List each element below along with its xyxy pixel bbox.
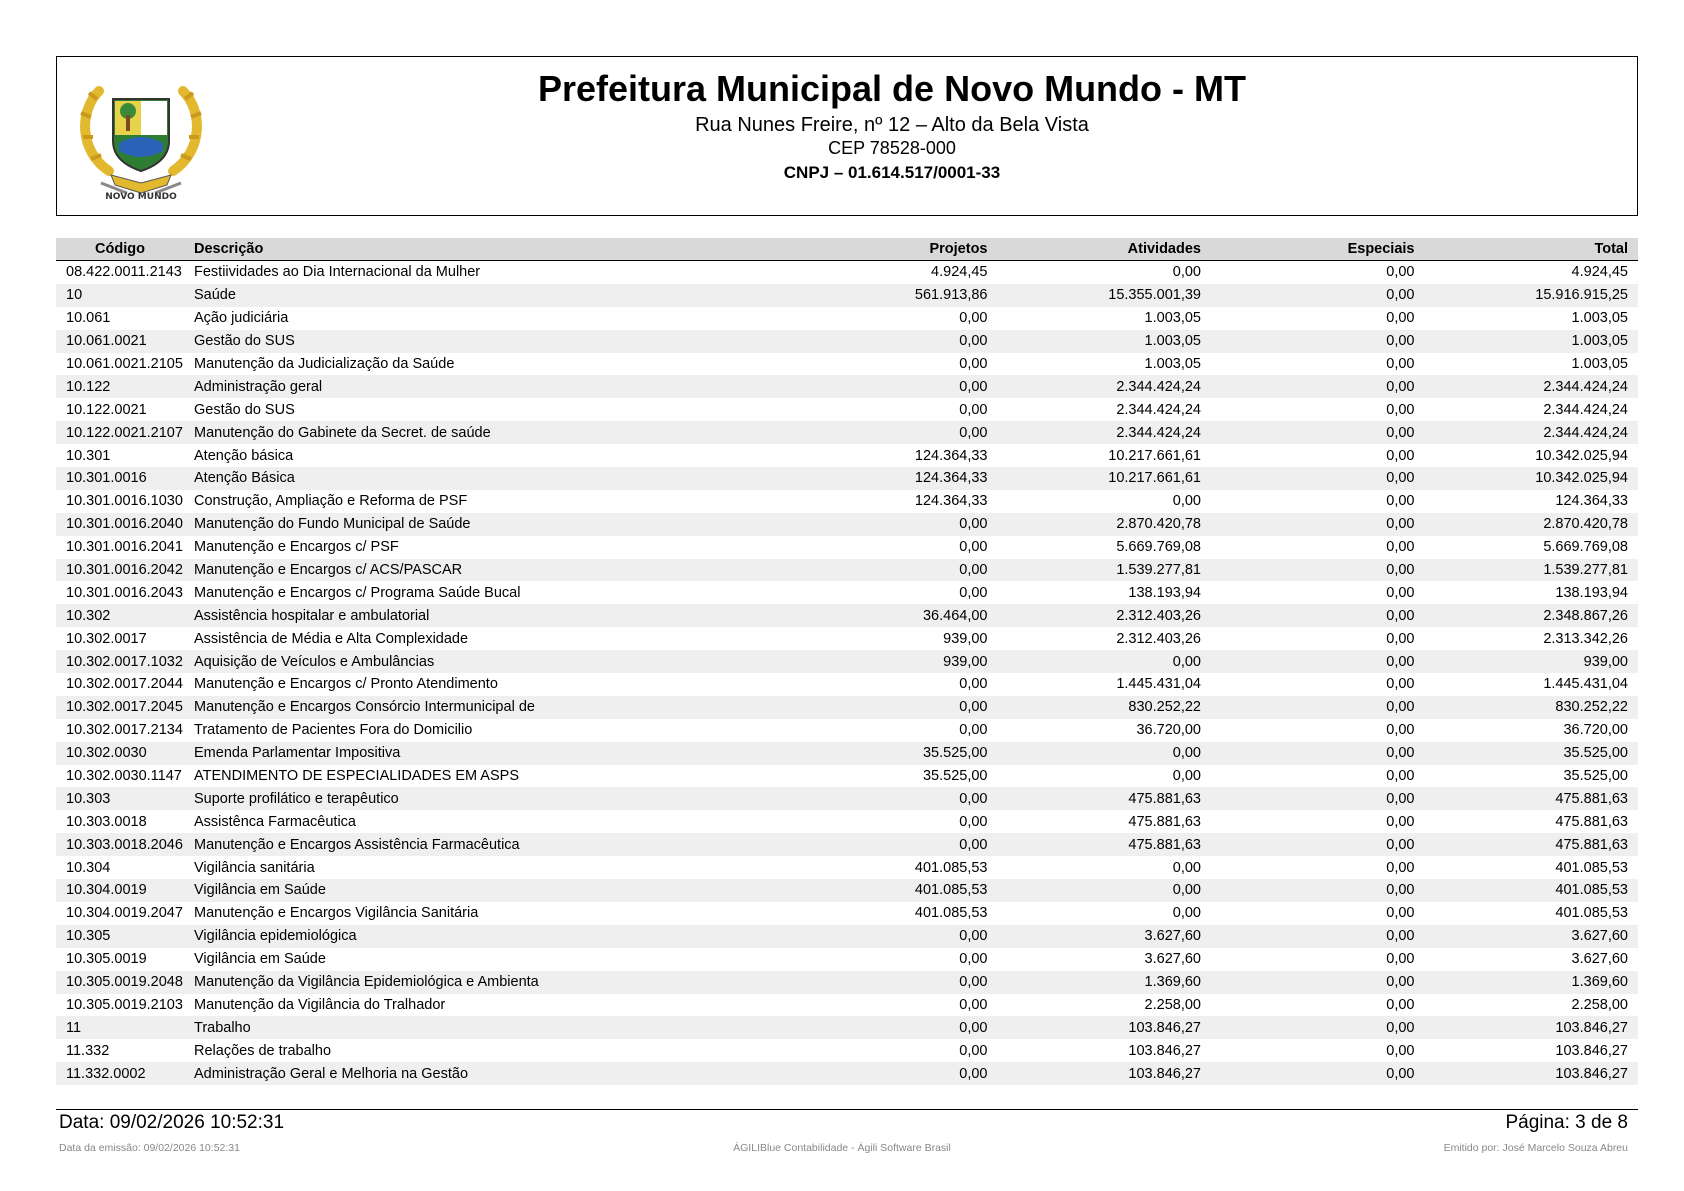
cell-especiais: 0,00 <box>1386 539 1415 556</box>
cell-projetos: 0,00 <box>959 356 988 372</box>
cell-codigo: 10.305.0019.2103 <box>66 996 183 1013</box>
cell-atividades: 0,00 <box>1172 905 1201 922</box>
cell-especiais: 0,00 <box>1386 951 1415 968</box>
column-header-codigo: Código <box>56 238 184 261</box>
cell-total: 475.881,63 <box>1425 833 1639 856</box>
cell-codigo: 10.301.0016.2042 <box>56 559 184 582</box>
cell-atividades: 2.870.420,78 <box>998 513 1212 536</box>
cell-projetos: 0,00 <box>959 996 988 1013</box>
table-row <box>56 284 1638 307</box>
report-header <box>56 56 1638 216</box>
cell-descricao: Ação judiciária <box>194 310 289 327</box>
cell-projetos: 0,00 <box>959 951 988 968</box>
cell-projetos: 0,00 <box>784 696 998 719</box>
cell-projetos: 401.085,53 <box>784 879 998 902</box>
cell-projetos: 0,00 <box>959 676 988 693</box>
table-row <box>56 856 1638 879</box>
cell-codigo: 10.301.0016.1030 <box>66 493 183 510</box>
table-row <box>56 879 1638 902</box>
cell-atividades: 0,00 <box>1172 493 1201 510</box>
table-row <box>56 650 1638 673</box>
table-row <box>56 971 1638 994</box>
cell-projetos: 0,00 <box>959 813 988 830</box>
cell-especiais: 0,00 <box>1386 722 1415 739</box>
column-header-projetos: Projetos <box>784 238 998 261</box>
cell-projetos: 0,00 <box>784 787 998 810</box>
cell-descricao: Manutenção e Encargos Consórcio Intermunicipal de <box>184 696 784 719</box>
cell-projetos: 0,00 <box>784 330 998 353</box>
cell-codigo: 10.301.0016.2043 <box>66 584 183 601</box>
cell-codigo: 10.302.0030.1147 <box>66 768 182 785</box>
cell-total: 830.252,22 <box>1425 696 1639 719</box>
cell-codigo: 10.122 <box>56 375 184 398</box>
cell-total: 401.085,53 <box>1555 859 1628 876</box>
cell-codigo: 10.301.0016 <box>56 467 184 490</box>
cell-total: 15.916.915,25 <box>1425 284 1639 307</box>
cell-projetos: 0,00 <box>784 559 998 582</box>
cell-total: 401.085,53 <box>1555 905 1628 922</box>
cell-total: 2.870.420,78 <box>1425 513 1639 536</box>
cell-especiais: 0,00 <box>1386 447 1415 464</box>
cell-codigo: 10.304 <box>66 859 111 876</box>
cell-total: 138.193,94 <box>1555 584 1628 601</box>
cell-codigo: 10.303.0018.2046 <box>56 833 184 856</box>
cell-especiais: 0,00 <box>1386 401 1415 418</box>
cell-especiais: 0,00 <box>1386 996 1415 1013</box>
cell-descricao: Atenção Básica <box>184 467 784 490</box>
cell-projetos: 0,00 <box>959 584 988 601</box>
cell-atividades: 0,00 <box>1172 264 1201 281</box>
cell-especiais: 0,00 <box>1211 1016 1425 1039</box>
cell-descricao: Manutenção e Encargos c/ Programa Saúde Bucal <box>194 584 521 601</box>
cell-total: 35.525,00 <box>1425 742 1639 765</box>
cell-total: 1.003,05 <box>1571 356 1628 372</box>
cell-especiais: 0,00 <box>1211 742 1425 765</box>
cell-atividades: 475.881,63 <box>998 833 1212 856</box>
cell-codigo: 08.422.0011.2143 <box>66 264 182 281</box>
footer-divider <box>56 1109 1638 1110</box>
column-header-atividades: Atividades <box>998 238 1212 261</box>
table-row <box>56 1039 1638 1062</box>
cell-especiais: 0,00 <box>1386 356 1415 372</box>
cell-total: 2.344.424,24 <box>1543 401 1628 418</box>
cell-atividades: 5.669.769,08 <box>1116 539 1201 556</box>
table-row <box>56 353 1638 376</box>
cell-projetos: 0,00 <box>784 1016 998 1039</box>
table-row <box>56 948 1638 971</box>
cell-codigo: 10.302.0017.2134 <box>66 722 183 739</box>
cell-atividades: 15.355.001,39 <box>998 284 1212 307</box>
table-row <box>56 581 1638 604</box>
footer-date: Data: 09/02/2026 10:52:31 <box>59 1112 285 1133</box>
table-header-row <box>56 238 1638 261</box>
cell-especiais: 0,00 <box>1211 1062 1425 1085</box>
cell-projetos: 401.085,53 <box>914 859 988 876</box>
table-row <box>56 1016 1638 1039</box>
cell-especiais: 0,00 <box>1211 375 1425 398</box>
cell-total: 10.342.025,94 <box>1425 467 1639 490</box>
table-row <box>56 902 1638 925</box>
cell-descricao: Construção, Ampliação e Reforma de PSF <box>194 493 468 510</box>
table-row <box>56 467 1638 490</box>
cell-total: 475.881,63 <box>1555 813 1628 830</box>
cell-total: 2.348.867,26 <box>1425 604 1639 627</box>
cell-total: 103.846,27 <box>1425 1062 1639 1085</box>
cell-descricao: Vigilância em Saúde <box>194 951 326 968</box>
cell-projetos: 124.364,33 <box>914 493 988 510</box>
cell-descricao: Manutenção do Fundo Municipal de Saúde <box>184 513 784 536</box>
cell-descricao: Administração Geral e Melhoria na Gestão <box>184 1062 784 1085</box>
cell-descricao: Manutenção e Encargos c/ ACS/PASCAR <box>184 559 784 582</box>
cell-projetos: 0,00 <box>784 513 998 536</box>
table-row <box>56 261 1638 284</box>
table-row <box>56 994 1638 1017</box>
cell-especiais: 0,00 <box>1386 1042 1415 1059</box>
cell-descricao: Assistênca Farmacêutica <box>194 813 356 830</box>
cell-projetos: 0,00 <box>959 722 988 739</box>
cell-codigo: 10.303 <box>56 787 184 810</box>
cell-projetos: 0,00 <box>959 539 988 556</box>
cell-atividades: 3.627,60 <box>1144 951 1201 968</box>
cell-especiais: 0,00 <box>1211 879 1425 902</box>
cell-atividades: 1.445.431,04 <box>1116 676 1201 693</box>
cell-projetos: 0,00 <box>784 1062 998 1085</box>
cell-descricao: Manutenção do Gabinete da Secret. de saúde <box>184 421 784 444</box>
cell-especiais: 0,00 <box>1211 284 1425 307</box>
cell-projetos: 0,00 <box>784 421 998 444</box>
cell-atividades: 138.193,94 <box>1128 584 1201 601</box>
cell-codigo: 10.061 <box>66 310 111 327</box>
cnpj: CNPJ – 01.614.517/0001-33 <box>783 163 1001 182</box>
cell-descricao: Vigilância em Saúde <box>184 879 784 902</box>
cell-total: 2.313.342,26 <box>1543 630 1628 647</box>
budget-table <box>56 238 1638 1085</box>
cell-atividades: 10.217.661,61 <box>1108 447 1201 464</box>
cell-atividades: 103.846,27 <box>998 1062 1212 1085</box>
cell-total: 35.525,00 <box>1563 768 1628 785</box>
table-row <box>56 765 1638 788</box>
cell-descricao: Vigilância epidemiológica <box>184 925 784 948</box>
cell-atividades: 475.881,63 <box>1128 813 1201 830</box>
cell-atividades: 1.003,05 <box>1144 356 1201 372</box>
table-row <box>56 719 1638 742</box>
cell-descricao: Manutenção da Vigilância do Tralhador <box>194 996 446 1013</box>
column-header-descricao: Descrição <box>184 238 784 261</box>
cell-total: 4.924,45 <box>1571 264 1628 281</box>
cell-atividades: 2.344.424,24 <box>1116 401 1201 418</box>
cell-descricao: Gestão do SUS <box>184 330 784 353</box>
cell-projetos: 0,00 <box>784 925 998 948</box>
cell-projetos: 0,00 <box>784 833 998 856</box>
cell-projetos: 35.525,00 <box>922 768 988 785</box>
cell-projetos: 124.364,33 <box>914 447 988 464</box>
cell-atividades: 0,00 <box>1172 768 1201 785</box>
table-row <box>56 421 1638 444</box>
cell-codigo: 10.304.0019 <box>56 879 184 902</box>
column-header-total: Total <box>1425 238 1639 261</box>
cell-especiais: 0,00 <box>1386 905 1415 922</box>
cell-atividades: 0,00 <box>1172 859 1201 876</box>
table-row <box>56 444 1638 467</box>
cell-descricao: Relações de trabalho <box>194 1042 332 1059</box>
cell-codigo: 10.301.0016.2041 <box>66 539 183 556</box>
cell-descricao: Manutenção da Vigilância Epidemiológica e Ambienta <box>184 971 784 994</box>
cell-total: 5.669.769,08 <box>1543 539 1628 556</box>
cell-codigo: 10.305.0019 <box>66 951 147 968</box>
cell-especiais: 0,00 <box>1211 513 1425 536</box>
cell-codigo: 10.061.0021 <box>56 330 184 353</box>
software-credit: ÁGILIBlue Contabilidade - Ágili Software Brasil <box>733 1142 951 1154</box>
emission-date: Data da emissão: 09/02/2026 10:52:31 <box>59 1142 240 1154</box>
cell-projetos: 561.913,86 <box>784 284 998 307</box>
table-row <box>56 536 1638 559</box>
cell-atividades: 1.003,05 <box>998 330 1212 353</box>
table-row <box>56 490 1638 513</box>
cell-atividades: 2.258,00 <box>1144 996 1201 1013</box>
cell-codigo: 11.332.0002 <box>56 1062 184 1085</box>
cell-codigo: 10.302.0017.1032 <box>56 650 184 673</box>
cell-descricao: Vigilância sanitária <box>194 859 315 876</box>
cell-especiais: 0,00 <box>1211 421 1425 444</box>
cell-codigo: 10.304.0019.2047 <box>66 905 183 922</box>
cell-especiais: 0,00 <box>1211 971 1425 994</box>
cell-total: 36.720,00 <box>1563 722 1628 739</box>
cell-atividades: 3.627,60 <box>998 925 1212 948</box>
table-row <box>56 810 1638 833</box>
cell-projetos: 401.085,53 <box>914 905 988 922</box>
cell-projetos: 0,00 <box>959 401 988 418</box>
table-row <box>56 513 1638 536</box>
table-row <box>56 833 1638 856</box>
cell-atividades: 103.846,27 <box>1128 1042 1201 1059</box>
cell-codigo: 10.122.0021 <box>66 401 147 418</box>
cell-atividades: 1.369,60 <box>998 971 1212 994</box>
cell-projetos: 0,00 <box>784 971 998 994</box>
cell-projetos: 124.364,33 <box>784 467 998 490</box>
cell-atividades: 0,00 <box>998 650 1212 673</box>
cell-atividades: 2.312.403,26 <box>1116 630 1201 647</box>
cell-codigo: 10.302.0017.2045 <box>56 696 184 719</box>
cell-atividades: 36.720,00 <box>1136 722 1201 739</box>
cell-especiais: 0,00 <box>1211 330 1425 353</box>
cell-especiais: 0,00 <box>1211 833 1425 856</box>
table-row <box>56 375 1638 398</box>
cell-projetos: 4.924,45 <box>931 264 988 281</box>
header-text <box>57 67 1637 185</box>
cell-total: 3.627,60 <box>1571 951 1628 968</box>
cell-descricao: Atenção básica <box>194 447 294 464</box>
cell-atividades: 2.344.424,24 <box>998 421 1212 444</box>
cell-especiais: 0,00 <box>1211 787 1425 810</box>
svg-text:NOVO MUNDO: NOVO MUNDO <box>105 192 177 201</box>
cell-atividades: 1.003,05 <box>1144 310 1201 327</box>
cell-total: 103.846,27 <box>1425 1016 1639 1039</box>
cell-total: 1.003,05 <box>1571 310 1628 327</box>
cell-projetos: 939,00 <box>784 650 998 673</box>
cell-especiais: 0,00 <box>1386 584 1415 601</box>
cell-descricao: Manutenção e Encargos c/ Pronto Atendimento <box>194 676 498 693</box>
cell-codigo: 10.302.0017 <box>66 630 147 647</box>
cell-total: 401.085,53 <box>1425 879 1639 902</box>
cell-especiais: 0,00 <box>1211 696 1425 719</box>
cell-especiais: 0,00 <box>1211 650 1425 673</box>
table-row <box>56 559 1638 582</box>
table-row <box>56 673 1638 696</box>
cell-descricao: Tratamento de Pacientes Fora do Domicilio <box>194 722 473 739</box>
cell-codigo: 10.305 <box>56 925 184 948</box>
cell-projetos: 0,00 <box>959 1042 988 1059</box>
cell-descricao: Manutenção e Encargos Assistência Farmacêutica <box>184 833 784 856</box>
cell-descricao: Manutenção e Encargos c/ PSF <box>194 539 399 556</box>
cell-total: 2.344.424,24 <box>1425 421 1639 444</box>
cell-atividades: 10.217.661,61 <box>998 467 1212 490</box>
table-row <box>56 307 1638 330</box>
cell-codigo: 10.301 <box>66 447 111 464</box>
cell-projetos: 36.464,00 <box>784 604 998 627</box>
cell-especiais: 0,00 <box>1386 859 1415 876</box>
cell-atividades: 0,00 <box>998 742 1212 765</box>
cell-descricao: Manutenção e Encargos Vigilância Sanitária <box>194 905 479 922</box>
table-row <box>56 925 1638 948</box>
cell-descricao: ATENDIMENTO DE ESPECIALIDADES EM ASPS <box>194 768 519 785</box>
budget-table-container <box>56 238 1638 1085</box>
issuer: Emitido por: José Marcelo Souza Abreu <box>1443 1142 1628 1154</box>
cell-codigo: 10.303.0018 <box>66 813 147 830</box>
cell-projetos: 939,00 <box>943 630 988 647</box>
cell-projetos: 0,00 <box>784 375 998 398</box>
cell-atividades: 2.312.403,26 <box>998 604 1212 627</box>
cell-descricao: Gestão do SUS <box>194 401 295 418</box>
cell-codigo: 10.302.0017.2044 <box>66 676 183 693</box>
cell-total: 3.627,60 <box>1425 925 1639 948</box>
cell-especiais: 0,00 <box>1211 559 1425 582</box>
cell-atividades: 1.539.277,81 <box>998 559 1212 582</box>
table-row <box>56 742 1638 765</box>
cell-atividades: 2.344.424,24 <box>998 375 1212 398</box>
cell-especiais: 0,00 <box>1211 604 1425 627</box>
cell-total: 2.344.424,24 <box>1425 375 1639 398</box>
cell-total: 1.369,60 <box>1425 971 1639 994</box>
cell-total: 10.342.025,94 <box>1535 447 1628 464</box>
cep: CEP 78528-000 <box>828 138 956 158</box>
cell-descricao: Suporte profilático e terapêutico <box>184 787 784 810</box>
cell-descricao: Manutenção da Judicialização da Saúde <box>194 356 455 372</box>
cell-codigo: 11 <box>56 1016 184 1039</box>
table-row <box>56 330 1638 353</box>
cell-especiais: 0,00 <box>1386 676 1415 693</box>
cell-descricao: Saúde <box>184 284 784 307</box>
cell-codigo: 10.302.0030 <box>56 742 184 765</box>
cell-especiais: 0,00 <box>1211 467 1425 490</box>
page-number: Página: 3 de 8 <box>1505 1112 1628 1133</box>
cell-descricao: Trabalho <box>184 1016 784 1039</box>
cell-total: 103.846,27 <box>1555 1042 1628 1059</box>
cell-codigo: 10.122.0021.2107 <box>56 421 184 444</box>
cell-especiais: 0,00 <box>1386 310 1415 327</box>
cell-especiais: 0,00 <box>1211 925 1425 948</box>
cell-codigo: 10.305.0019.2048 <box>56 971 184 994</box>
cell-especiais: 0,00 <box>1386 768 1415 785</box>
cell-codigo: 11.332 <box>66 1042 110 1059</box>
cell-descricao: Assistência hospitalar e ambulatorial <box>184 604 784 627</box>
cell-total: 1.445.431,04 <box>1543 676 1628 693</box>
cell-projetos: 35.525,00 <box>784 742 998 765</box>
cell-total: 124.364,33 <box>1555 493 1628 510</box>
cell-total: 2.258,00 <box>1571 996 1628 1013</box>
cell-descricao: Assistência de Média e Alta Complexidade <box>194 630 469 647</box>
page-title: Prefeitura Municipal de Novo Mundo - MT <box>537 68 1246 109</box>
table-row <box>56 696 1638 719</box>
cell-codigo: 10.061.0021.2105 <box>66 356 183 372</box>
cell-especiais: 0,00 <box>1386 630 1415 647</box>
cell-especiais: 0,00 <box>1386 813 1415 830</box>
cell-codigo: 10.302 <box>56 604 184 627</box>
cell-descricao: Aquisição de Veículos e Ambulâncias <box>184 650 784 673</box>
column-header-especiais: Especiais <box>1211 238 1425 261</box>
cell-atividades: 0,00 <box>998 879 1212 902</box>
cell-total: 1.003,05 <box>1425 330 1639 353</box>
cell-total: 939,00 <box>1425 650 1639 673</box>
cell-atividades: 830.252,22 <box>998 696 1212 719</box>
cell-descricao: Festiividades ao Dia Internacional da Mulher <box>194 264 481 281</box>
cell-descricao: Administração geral <box>184 375 784 398</box>
cell-total: 1.539.277,81 <box>1425 559 1639 582</box>
cell-especiais: 0,00 <box>1386 264 1415 281</box>
cell-codigo: 10.301.0016.2040 <box>56 513 184 536</box>
table-row <box>56 1062 1638 1085</box>
cell-especiais: 0,00 <box>1386 493 1415 510</box>
table-body <box>56 261 1638 1086</box>
cell-atividades: 103.846,27 <box>998 1016 1212 1039</box>
table-row <box>56 787 1638 810</box>
cell-codigo: 10 <box>56 284 184 307</box>
cell-projetos: 0,00 <box>959 310 988 327</box>
table-row <box>56 627 1638 650</box>
cell-total: 475.881,63 <box>1425 787 1639 810</box>
address: Rua Nunes Freire, nº 12 – Alto da Bela Vista <box>695 114 1089 136</box>
cell-descricao: Emenda Parlamentar Impositiva <box>184 742 784 765</box>
cell-atividades: 475.881,63 <box>998 787 1212 810</box>
table-row <box>56 604 1638 627</box>
table-row <box>56 398 1638 421</box>
